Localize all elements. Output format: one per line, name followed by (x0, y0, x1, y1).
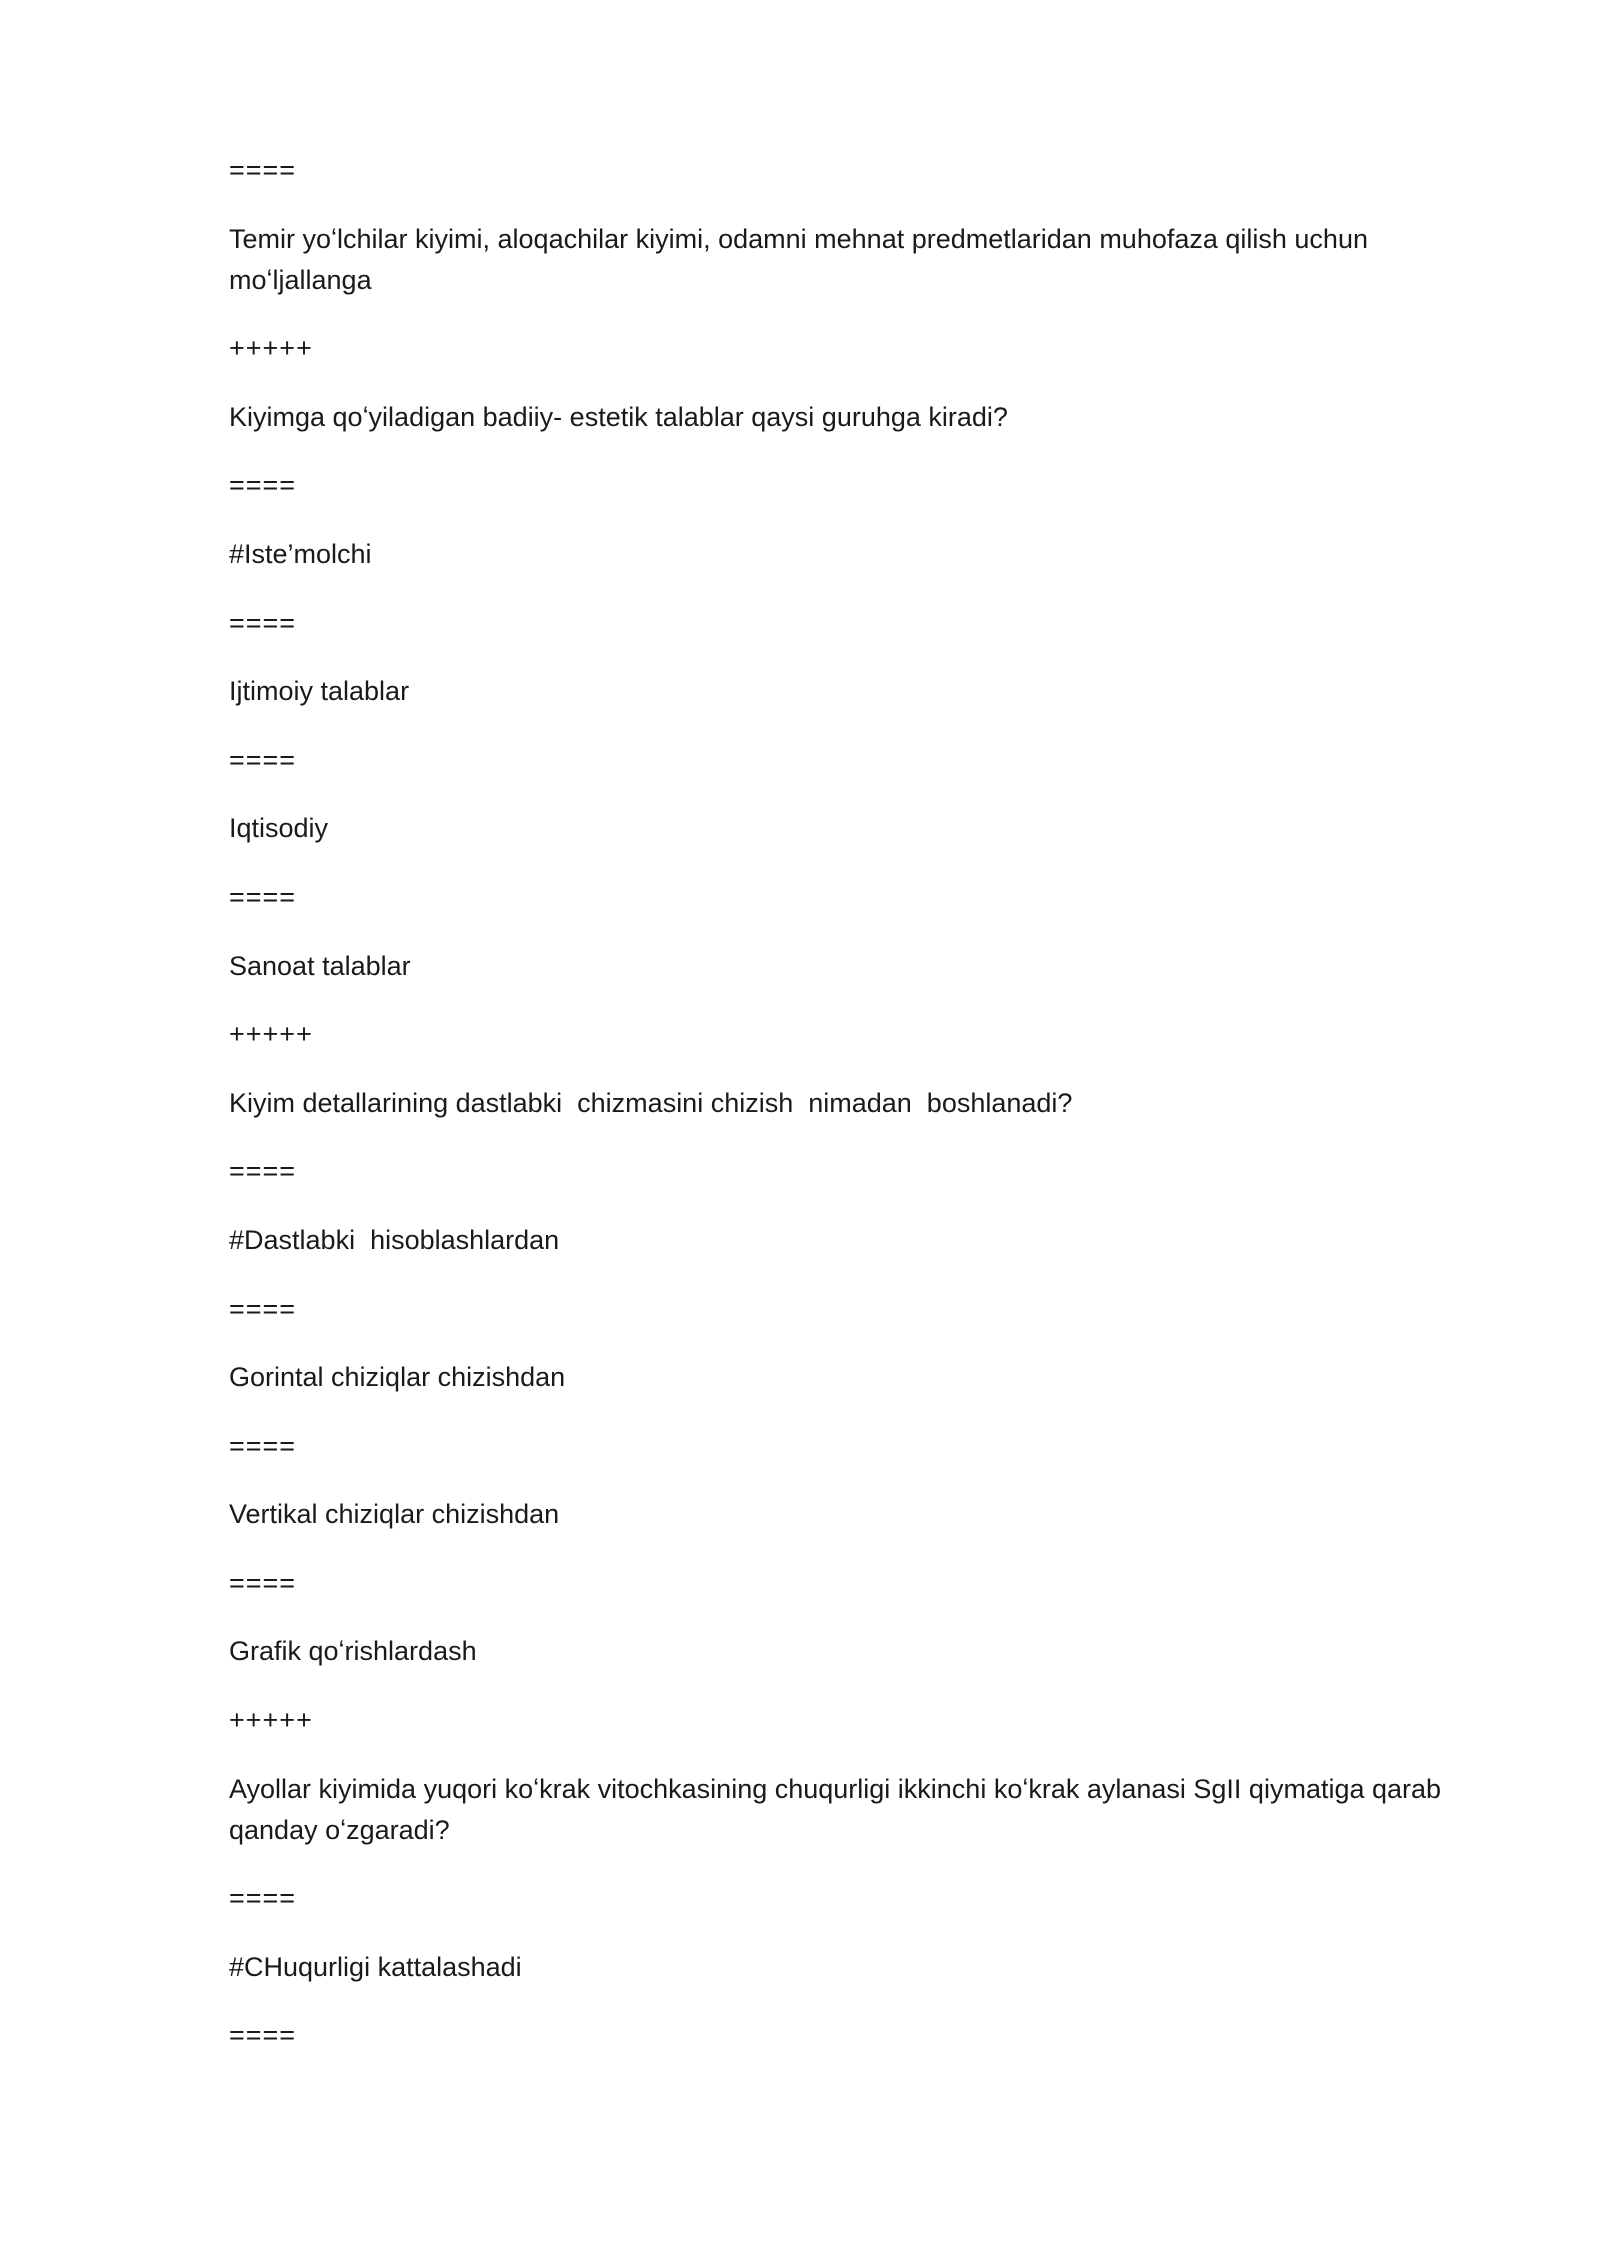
answer-option-correct: #Iste’molchi (229, 538, 372, 569)
answer-option-correct: #CHuqurligi kattalashadi (229, 1951, 522, 1982)
separator-line: ==== (229, 470, 297, 501)
answer-option: Temir yoʻlchilar kiyimi, aloqachilar kiyimi, odamni mehnat predmetlaridan muhofaza qilish uchun moʻljallanga (229, 223, 1376, 295)
answer-option-correct: #Dastlabki hisoblashlardan (229, 1224, 560, 1255)
answer-option: Grafik qoʻrishlardash (229, 1636, 477, 1667)
answer-option: Sanoat talablar (229, 950, 411, 981)
separator-line: ==== (229, 744, 297, 775)
question-marker: +++++ (229, 1019, 313, 1050)
question-text: Ayollar kiyimida yuqori koʻkrak vitochkasining chuqurligi ikkinchi koʻkrak aylanasi SgII qiymatiga qarab qanday oʻzgaradi? (229, 1773, 1449, 1845)
separator-line: ==== (229, 1883, 297, 1914)
separator-line: ==== (229, 1293, 297, 1324)
separator-line: ==== (229, 1430, 297, 1461)
separator-line: ==== (229, 607, 297, 638)
separator-line: ==== (229, 155, 297, 185)
question-text: Kiyimga qoʻyiladigan badiiy- estetik talablar qaysi guruhga kiradi? (229, 401, 1008, 432)
answer-option: Ijtimoiy talablar (229, 676, 410, 707)
separator-line: ==== (229, 1567, 297, 1598)
question-marker: +++++ (229, 1705, 313, 1736)
answer-option: Iqtisodiy (229, 813, 329, 844)
document-body (229, 150, 1469, 2084)
separator-line: ==== (229, 2020, 297, 2051)
question-marker: +++++ (229, 333, 313, 364)
separator-line: ==== (229, 1156, 297, 1187)
answer-option: Gorintal chiziqlar chizishdan (229, 1362, 566, 1393)
separator-line: ==== (229, 881, 297, 912)
question-text: Kiyim detallarining dastlabki chizmasini chizish nimadan boshlanadi? (229, 1087, 1073, 1118)
answer-option: Vertikal chiziqlar chizishdan (229, 1499, 560, 1530)
